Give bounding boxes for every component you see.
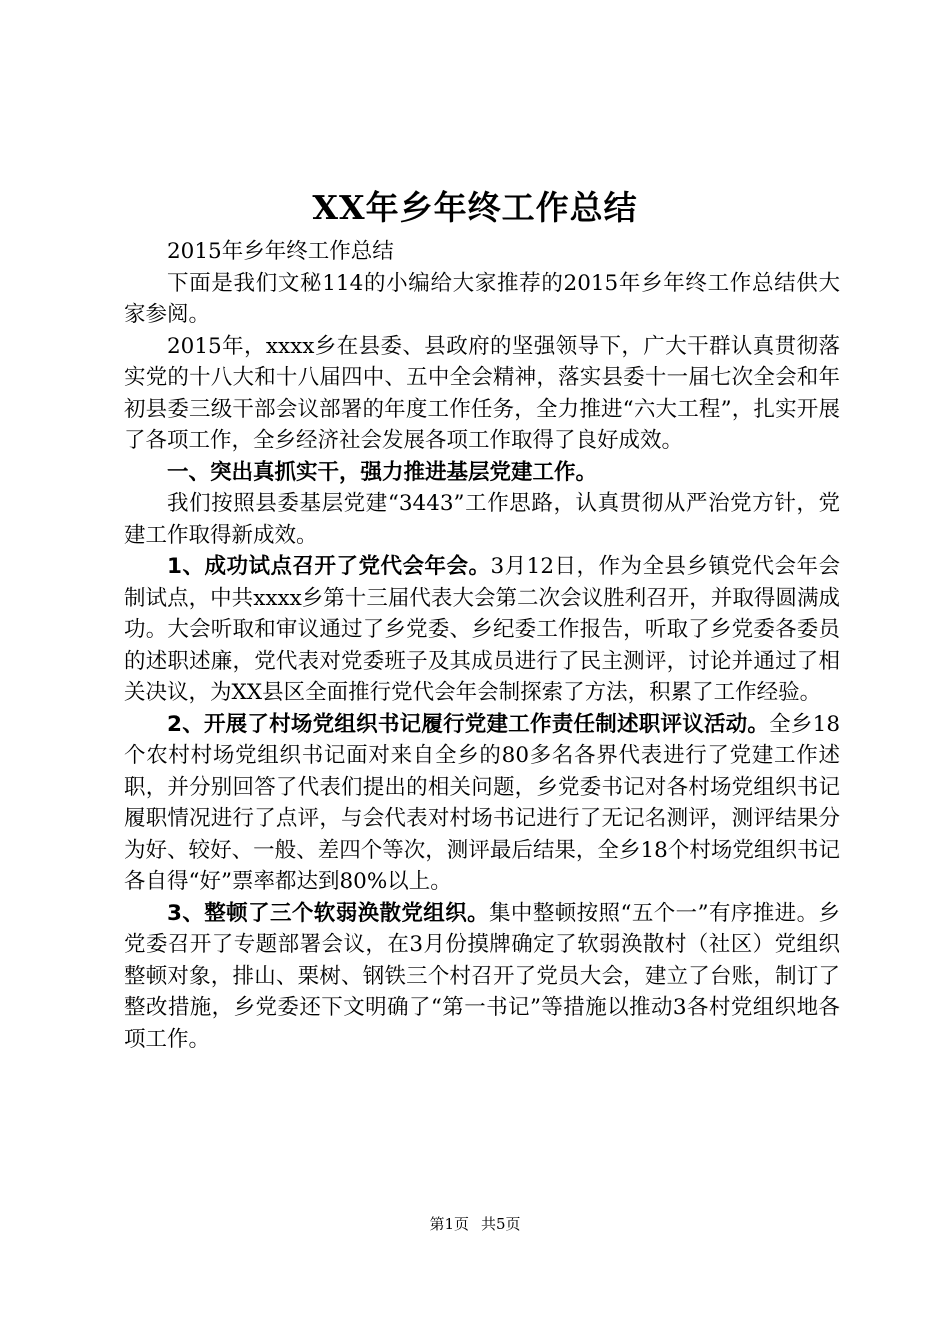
item-lead-3: 3、整顿了三个软弱涣散党组织。: [167, 900, 490, 926]
page-number-current: 第1页: [429, 1215, 469, 1233]
section-heading: 一、突出真抓实干，强力推进基层党建工作。: [167, 459, 598, 485]
document-body: [124, 236, 840, 1055]
page-footer: [0, 1214, 950, 1234]
summary-paragraph: 2015年，xxxx乡在县委、县政府的坚强领导下，广大干群认真贯彻落实党的十八大和十八届四中、五中全会精神，落实县委十一届七次全会和年初县委三级干部会议部署的年度工作任务，全力推进“六大工程”，扎实开展了各项工作，全乡经济社会发展各项工作取得了良好成效。: [124, 333, 840, 453]
item-paragraph-3: [124, 898, 840, 1056]
item-lead-1: 1、成功试点召开了党代会年会。: [167, 554, 491, 579]
item-lead-2: 2、开展了村场党组织书记履行党建工作责任制述职评议活动。: [167, 711, 770, 737]
item-paragraph-1: [124, 551, 840, 709]
document-title: XX年乡年终工作总结: [312, 188, 638, 227]
item-text-2: 全乡18个农村村场党组织书记面对来自全乡的80多名各界代表进行了党建工作述职，并分别回答了代表们提出的相关问题，乡党委书记对各村场党组织书记履职情况进行了点评，与会代表对村场书记进行了无记名测评，测评结果分为好、较好、一般、差四个等次，测评最后结果，全乡18个村场党组织书记各自得“好”票率都达到80%以上。: [124, 711, 840, 894]
page-number-total: 共5页: [481, 1215, 521, 1233]
item-text-3: 集中整顿按照“五个一”有序推进。乡党委召开了专题部署会议，在3月份摸牌确定了软弱涣散村（社区）党组织整顿对象，排山、栗树、钢铁三个村召开了党员大会，建立了台账，制订了整改措施，乡党委还下文明确了“第一书记”等措施以推动3各村党组织地各项工作。: [124, 900, 840, 1052]
section-intro-paragraph: 我们按照县委基层党建“3443”工作思路，认真贯彻从严治党方针，党建工作取得新成效。: [124, 491, 840, 548]
intro-paragraph: 下面是我们文秘114的小编给大家推荐的2015年乡年终工作总结供大家参阅。: [124, 270, 840, 327]
item-paragraph-2: [124, 709, 840, 898]
subtitle-paragraph: 2015年乡年终工作总结: [167, 239, 394, 264]
item-text-1: 3月12日，作为全县乡镇党代会年会制试点，中共xxxx乡第十三届代表大会第二次会议胜利召开，并取得圆满成功。大会听取和审议通过了乡党委、乡纪委工作报告，听取了乡党委各委员的述职述廉，党代表对党委班子及其成员进行了民主测评，讨论并通过了相关决议，为XX县区全面推行党代会年会制探索了方法，积累了工作经验。: [124, 554, 840, 705]
